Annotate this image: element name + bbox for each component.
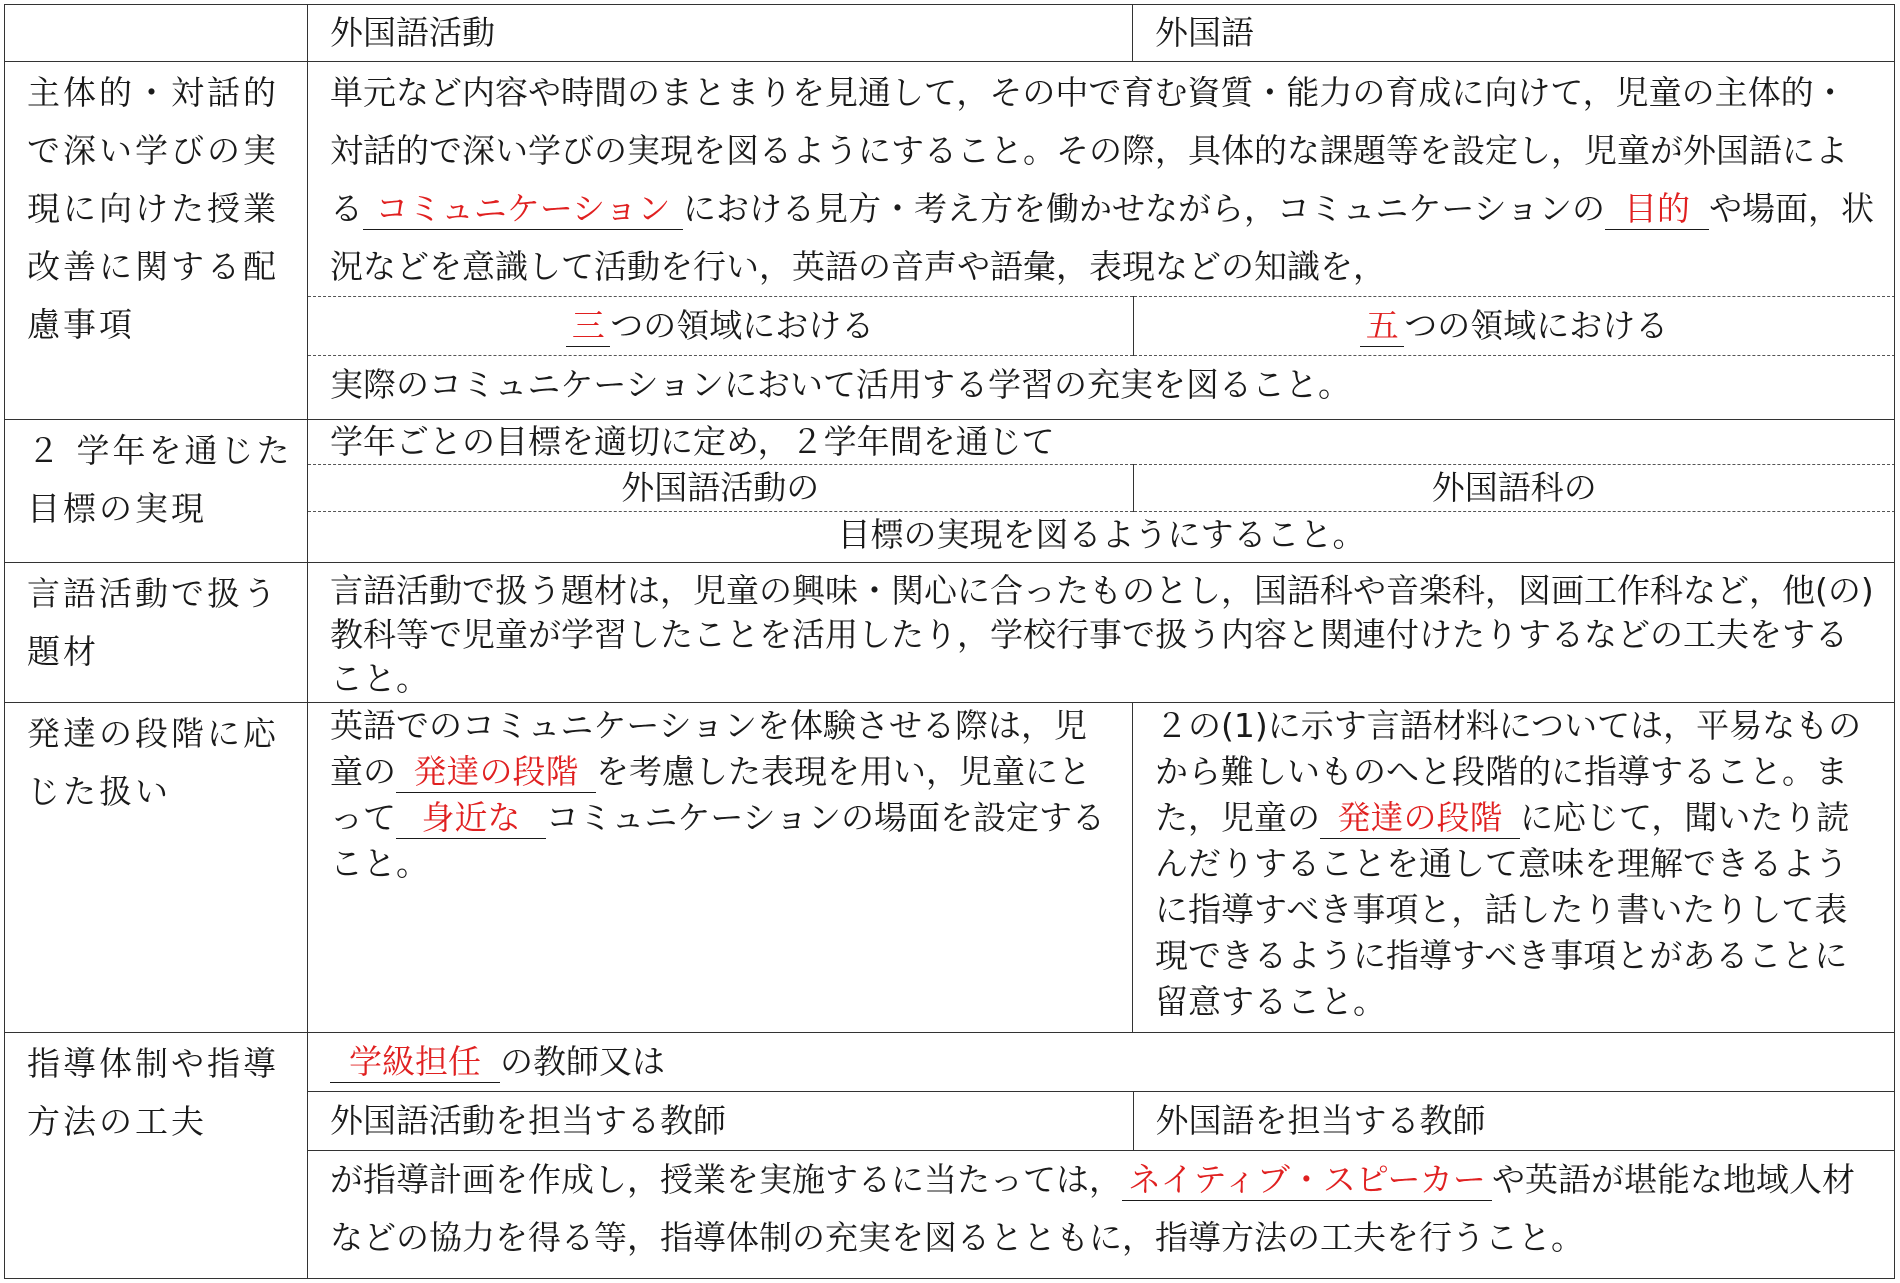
text-segment: に応じて，聞いたり読んだりすることを通して意味を理解できるように指導すべき事項と，話したり書いたりして表現できるように指導すべき事項とがあることに留意すること。 — [1155, 798, 1850, 1021]
split-row — [308, 296, 1895, 414]
answer-blank: 五 — [1360, 306, 1404, 347]
answer-blank: 学級担任 — [330, 1042, 500, 1083]
row-active-learning — [5, 62, 1895, 420]
answer-blank: 三 — [566, 306, 610, 347]
comparison-table — [4, 4, 1895, 1279]
left-split-cell: 外国語活動を担当する教師 — [308, 1092, 1133, 1151]
header-foreign-language: 外国語 — [1133, 5, 1895, 62]
answer-blank: コミュニケーション — [363, 189, 683, 230]
left-split-cell: 外国語活動の — [308, 465, 1133, 512]
row-label: 発達の段階に応じた扱い — [5, 703, 308, 1033]
right-split-cell — [1133, 297, 1895, 356]
intro-text — [308, 1033, 1895, 1092]
split-row — [308, 1033, 1895, 1267]
header-foreign-language-activity: 外国語活動 — [308, 5, 1133, 62]
answer-blank: 発達の段階 — [1320, 798, 1520, 839]
text-segment: コミュニケーションの場面を設定すること。 — [330, 798, 1106, 883]
row-teaching-system — [5, 1033, 1895, 1279]
text-segment: つの領域における — [610, 306, 875, 345]
answer-blank: 目的 — [1605, 189, 1709, 230]
answer-blank: 身近な — [396, 798, 546, 839]
text-segment: 学年ごとの目標を適切に定め，２学年間を通じて — [330, 422, 1055, 461]
text-segment: の教師又は — [500, 1042, 665, 1081]
left-split-cell — [308, 297, 1133, 356]
text-segment: や英語が堪能な地域人材などの協力を得る等，指導体制の充実を図るとともに，指導方法の工夫を行うこと。 — [330, 1160, 1855, 1257]
closing-text: 目標の実現を図るようにすること。 — [308, 512, 1895, 559]
answer-blank: 発達の段階 — [396, 752, 596, 793]
row-two-year-goals — [5, 420, 1895, 563]
answer-blank: ネイティブ・スピーカー — [1122, 1160, 1492, 1201]
row-content — [308, 420, 1895, 563]
split-row — [308, 420, 1895, 558]
text-segment: が指導計画を作成し，授業を実施するに当たっては， — [330, 1160, 1122, 1199]
paragraph — [308, 62, 1894, 296]
right-content-cell — [1133, 703, 1895, 1033]
row-content: 言語活動で扱う題材は，児童の興味・関心に合ったものとし，国語科や音楽科，図画工作科など，他(の)教科等で児童が学習したことを活用したり，学校行事で扱う内容と関連付けたりするなどの工夫をすること。 — [308, 563, 1895, 703]
row-label: 言語活動で扱う題材 — [5, 563, 308, 703]
text-segment: における見方・考え方を働かせながら，コミュニケーションの — [683, 189, 1606, 228]
right-split-cell: 外国語科の — [1133, 465, 1895, 512]
row-label: 指導体制や指導方法の工夫 — [5, 1033, 308, 1279]
closing-text — [308, 1151, 1895, 1268]
text-segment: 英語でのコミュニケーションを体験させる際は，児童の — [330, 706, 1088, 791]
header-empty-cell — [5, 5, 308, 62]
row-label: 主体的・対話的で深い学びの実現に向けた授業改善に関する配慮事項 — [5, 62, 308, 420]
right-split-cell: 外国語を担当する教師 — [1133, 1092, 1895, 1151]
closing-text: 実際のコミュニケーションにおいて活用する学習の充実を図ること。 — [308, 356, 1895, 415]
text-segment: ２の(1)に示す言語材料については，平易なものから難しいものへと段階的に指導すること。また，児童の — [1155, 706, 1862, 837]
row-materials — [5, 563, 1895, 703]
text-segment: や場面，状況などを意識して活動を行い，英語の音声や語彙，表現などの知識を， — [330, 189, 1875, 286]
row-developmental-stage — [5, 703, 1895, 1033]
row-label: ２ 学年を通じた目標の実現 — [5, 420, 308, 563]
left-content-cell — [308, 703, 1133, 1033]
text-segment: つの領域における — [1404, 306, 1669, 345]
text-segment: を考慮した表現を用い，児童にとって — [330, 752, 1091, 837]
row-content — [308, 1033, 1895, 1279]
row-content — [308, 62, 1895, 420]
header-row — [5, 5, 1895, 62]
text-segment: 単元など内容や時間のまとまりを見通して，その中で育む資質・能力の育成に向けて，児童の主体的・対話的で深い学びの実現を図るようにすること。その際，具体的な課題等を設定し，児童が外国語による — [330, 73, 1848, 228]
